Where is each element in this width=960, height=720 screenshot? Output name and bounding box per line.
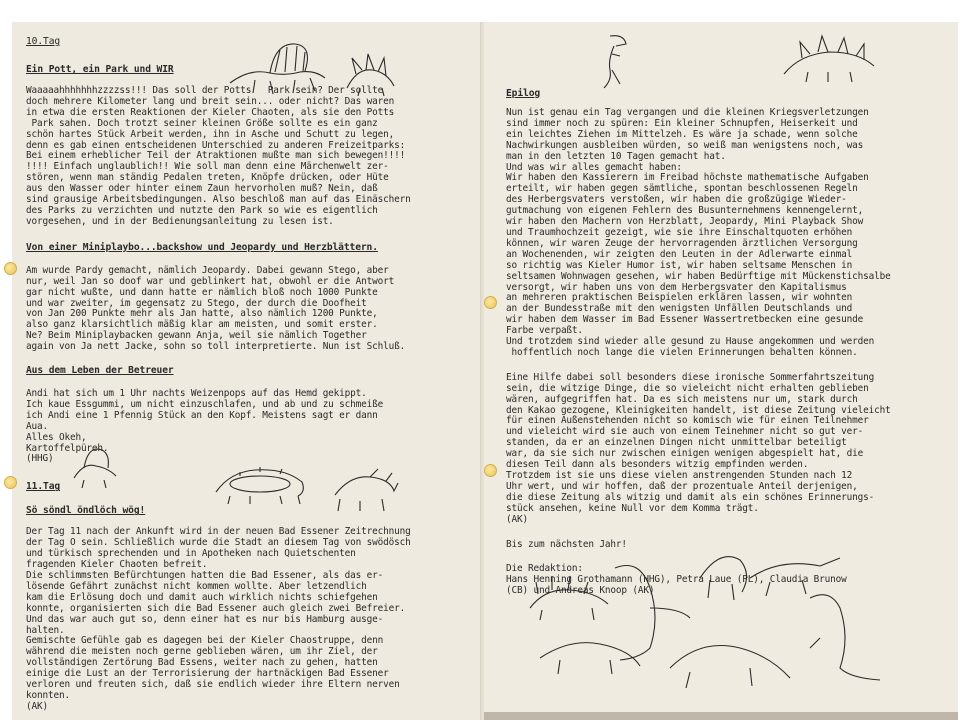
dinosaur-group-doodle-icon (520, 548, 900, 708)
punch-hole-icon (4, 476, 17, 489)
punch-hole-icon (484, 296, 497, 309)
credits-label: Die Redaktion: (506, 563, 583, 575)
section-body-betreuer: Andi hat sich um 1 Uhr nachts Weizenpops auf das Hemd gekippt. Ich kaue Essgummi, um nicht einzuschlafen, und ab und zu schmeiße ich Andi eine 1 Pfennig Stück an den Kopf. Meistens sagt er dann Aua. Alles Okeh, Kartoffelpüreh. (HHG) (26, 388, 384, 465)
section-body-swedish: Der Tag 11 nach der Ankunft wird in der neuen Bad Essener Zeitrechnung der Tag O sein. Schließlich wurde die Stadt an diesem Tag von swödösch und türkisch sprechenden und in Apotheken nach Quietschenten fragenden Kieler Chaoten befreit. Die schlimmsten Befürchtungen hatten die Bad Essener, als das er- lösende Gefährt zunächst nicht kommen wollte. Aber letzendlich kam die Erlösung doch und damit auch wirklich nichts schiefgehen konnte, organisierten sich die Bad Essener auch gleich zwei Befreier. Und das war auch gut so, denn einer hat es nur bis Hamburg ausge- halten. Gemischte Gefühle gab es dagegen bei der Kieler Chaostruppe, denn während die meisten noch gerne geblieben wären, um ihr Ziel, der vollständigen Zertörung Bad Essens, weiter nach zu gehen, hatten einige die Lust an der Terrorisierung der hartnäckigen Bad Essener verloren und freuten sich, daß sie endlich wieder ihre Eltern nerven konnten. (AK) (26, 526, 411, 712)
triceratops-doodle-icon (330, 465, 400, 515)
punch-hole-icon (4, 262, 17, 275)
epilog-heading: Epilog (506, 88, 541, 99)
stegosaurus-doodle-icon (780, 32, 880, 87)
punch-hole-icon (484, 464, 497, 477)
epilog-body-2: Eine Hilfe dabei soll besonders diese ironische Sommerfahrtszeitung sein, die witzige Dinge, die so vieleicht nicht erhalten geblieben wären, aufgegriffen hat. Da es sich meistens nur um, stark durch den Kakao gezogene, Kleinigkeiten handelt, ist diese Zeitung vieleicht für einen Außenstehenden nicht so komisch wie für einen Teilnehmer und vieleicht wird sie auch von einem Teinehmer nicht so gut ver- standen, da er an einzelnen Dingen nicht unmittelbar beteiligt war, da sie sich nur zwischen einigen wenigen abgespielt hat, die diesen Teil dann als besonders witzig empfinden werden. Trotzdem ist sie uns diese vielen anstrengenden Stunden nach 12 Uhr wert, und wir hoffen, daß der prozentuale Anteil derjenigen, die diese Zeitung als witzig und damit als ein schönes Erinnerungs- stück ansehen, keine Null vor dem Komma trägt. (AK) (506, 371, 891, 525)
section-body-miniplayback: Am wurde Pardy gemacht, nämlich Jeopardy. Dabei gewann Stego, aber nur, weil Jan so doof war und geblinkert hat, obwohl er die Antwort gar nicht wußte, und dann hatte er nämlich bloß noch 1000 Punkte und war zweiter, im gegensatz zu Stego, der durch die Doofheit von Jan 200 Punkte mehr als Jan hatte, also nämlich 1200 Punkte, also ganz klarsichtlich mäßig klar am meisten, und somit erster. Ne? Beim Miniplaybacken gewann Anja, weil sie nämlich Together again von Ja nett Jacke, sohn so toll interpretierte. Nun ist Schluß. (26, 264, 406, 353)
ankylosaurus-doodle-icon (210, 452, 310, 507)
section-heading-miniplayback: Von einer Miniplaybo...backshow und Jeopardy und Herzblättern. (26, 241, 378, 253)
page-bottom-shadow (484, 712, 958, 720)
epilog-body: Nun ist genau ein Tag vergangen und die kleinen Kriegsverletzungen sind immer noch zu spüren: Ein kleiner Schnupfen, Heiserkeit und ein leichtes Ziehen im Mittelzeh. Es wäre ja schade, wenn solche Nachwirkungen ausbleiben würden, so weiß man wenigstens noch, was man in den letzten 10 Tagen gemacht hat. Und was wir alles gemacht haben: Wir haben den Kassierern im Freibad höchste mathematische Aufgaben erteilt, wir haben gegen sämtliche, spontan beschlossenen Regeln des Herbergsvaters verstoßen, wir haben die großzügige Wieder- gutmachung von eigenen Fehlern des Busunternehmens kennengelernt, wir haben den Machern von Herzblatt, Jeopardy, Mini Playback Show und Traumhochzeit gezeigt, wie sie ihre Einschaltquoten erhöhen können, wir waren Zeuge der hervorragenden ärztlichen Versorgung an Wochenenden, wir zeigten den Leuten in der Adlerwarte einmal so richtig was Kieler Humor ist, wir haben seltsame Menschen in seltsamen Wohnwagen gesehen, wir haben Bedürftige mit Mückenstichsalbe versorgt, wir haben uns von dem Herbergsvater den Kapitalismus an mehreren praktischen Beispielen erklären lassen, wir wohnten an der Bundesstraße mit den wenigsten Unfällen Deutschlands und wir haben dem Wasser im Bad Essener Wassertretbecken eine gesunde Farbe verpaßt. Und trotzdem sind wieder alle gesund zu Hause angekommen und werden hoffentlich noch lange die vielen Erinnerungen behalten können. (506, 107, 891, 358)
dimetrodon-doodle-icon (225, 38, 335, 98)
credits-names: Hans Henning Grothamann (HHG), Petra Laue (PL), Claudia Brunow (CB) und Andreas Knoop (AK) (506, 574, 847, 597)
top-margin (0, 0, 960, 22)
section-heading-swedish: Sö söndl öndlöch wög! (26, 505, 146, 517)
stegosaurus-doodle-icon (342, 48, 402, 98)
section-heading-betreuer: Aus dem Leben der Betreuer (26, 365, 174, 377)
section-body-pott-park: Waaaaahhhhhhhzzzzss!!! Das soll der Potts Park sein? Der sollte doch mehrere Kilometer lang und breit sein... oder nicht? Das waren in etwa die ersten Reaktionen der Kieler Chaoten, als sie den Potts Park sahen. Doch trotzt seiner kleinen Größe sollte es ein ganz schön hartes Stück Arbeit werden, ihn in Asche und Schutt zu legen, denn es gab einen entscheidenen Unterschied zu anderen Freizeitparks: Bei einem erheblicher Teil der Atraktionen mußte man sich bewegen!!!! !!!! Einfach unglaublich!! Wie soll man denn eine Märchenwelt zer- stören, wenn man ständig Pedalen treten, Knöpfe drücken, oder Hüte aus den Wasser oder hinter einem Zaun hervorholen muß? Nein, daß sind grausige Arbeitsbedingungen. Also beschloß man auf das Einäschern des Parks zu verzichten und nutzte den Park so wie es eigentlich vorgesehen, und in der Bedienungsanleitung zu lesen ist. (26, 85, 411, 227)
day-11-title: 11.Tag (26, 481, 61, 493)
day-10-title: 10.Tag (26, 36, 61, 47)
closing-line: Bis zum nächsten Jahr! (506, 538, 627, 550)
section-heading-pott-park: Ein Pott, ein Park und WIR (26, 64, 174, 75)
left-page (12, 22, 482, 720)
dimetrodon-doodle-icon (70, 440, 120, 490)
tyrannosaurus-doodle-icon (590, 30, 640, 90)
